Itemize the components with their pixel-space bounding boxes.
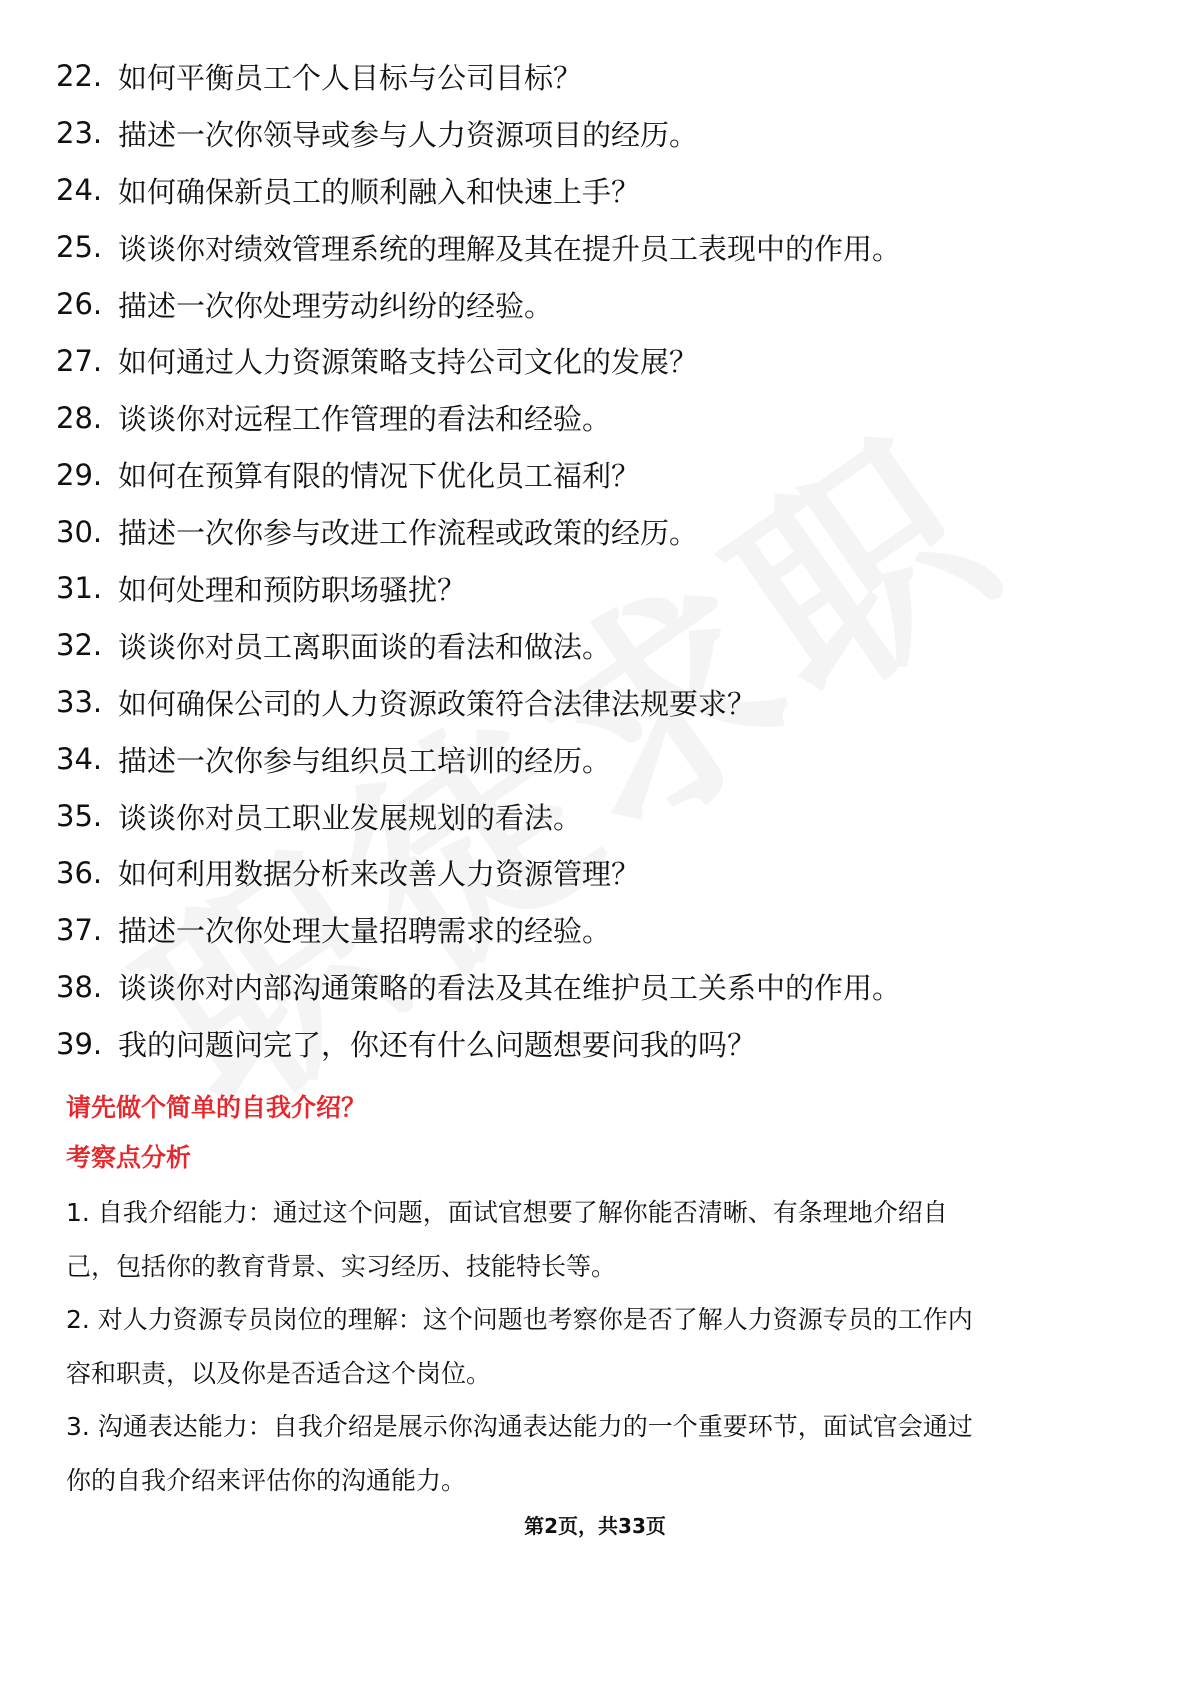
list-item bbox=[56, 901, 1146, 958]
list-item bbox=[56, 503, 1146, 560]
list-item bbox=[56, 560, 1146, 617]
analysis-point-line: 1. 自我介绍能力：通过这个问题，面试官想要了解你能否清晰、有条理地介绍自 bbox=[66, 1198, 948, 1227]
question-text: 描述一次你参与改进工作流程或政策的经历。 bbox=[118, 516, 699, 551]
analysis-point-line: 3. 沟通表达能力：自我介绍是展示你沟通表达能力的一个重要环节，面试官会通过 bbox=[66, 1412, 973, 1441]
question-text: 如何平衡员工个人目标与公司目标？ bbox=[118, 60, 583, 95]
analysis-point bbox=[66, 1186, 1136, 1293]
list-item bbox=[56, 731, 1146, 788]
answer-section bbox=[66, 1086, 1136, 1507]
list-item bbox=[56, 162, 1146, 219]
question-number: 24. bbox=[56, 173, 103, 208]
list-item bbox=[56, 844, 1146, 901]
question-list bbox=[56, 48, 1146, 1072]
question-text: 描述一次你领导或参与人力资源项目的经历。 bbox=[118, 117, 699, 152]
analysis-point-line: 你的自我介绍来评估你的沟通能力。 bbox=[66, 1465, 467, 1495]
list-item bbox=[56, 48, 1146, 105]
analysis-point-line: 己，包括你的教育背景、实习经历、技能特长等。 bbox=[66, 1251, 617, 1281]
question-number: 31. bbox=[56, 571, 103, 606]
question-number: 27. bbox=[56, 343, 103, 378]
question-number: 39. bbox=[56, 1026, 103, 1061]
question-number: 38. bbox=[56, 969, 103, 1004]
page-number: 第2页，共33页 bbox=[524, 1514, 666, 1538]
analysis-points bbox=[66, 1186, 1136, 1507]
analysis-title-row bbox=[66, 1128, 1136, 1186]
question-text: 如何确保公司的人力资源政策符合法律法规要求？ bbox=[118, 686, 757, 721]
question-number: 32. bbox=[56, 628, 103, 663]
question-text: 如何处理和预防职场骚扰？ bbox=[118, 572, 467, 607]
list-item bbox=[56, 788, 1146, 845]
section-title: 请先做个简单的自我介绍？ bbox=[66, 1092, 367, 1122]
question-number: 25. bbox=[56, 230, 103, 265]
question-number: 36. bbox=[56, 855, 103, 890]
question-text: 描述一次你参与组织员工培训的经历。 bbox=[118, 743, 612, 778]
question-number: 23. bbox=[56, 116, 103, 151]
question-number: 30. bbox=[56, 514, 103, 549]
analysis-point bbox=[66, 1293, 1136, 1400]
question-number: 29. bbox=[56, 457, 103, 492]
question-text: 我的问题问完了，你还有什么问题想要问我的吗？ bbox=[118, 1028, 757, 1063]
question-text: 谈谈你对员工职业发展规划的看法。 bbox=[118, 800, 583, 835]
question-text: 谈谈你对员工离职面谈的看法和做法。 bbox=[118, 629, 612, 664]
question-text: 谈谈你对绩效管理系统的理解及其在提升员工表现中的作用。 bbox=[118, 231, 902, 266]
analysis-point bbox=[66, 1400, 1136, 1507]
list-item bbox=[56, 446, 1146, 503]
analysis-title: 考察点分析 bbox=[66, 1142, 192, 1172]
list-item bbox=[56, 332, 1146, 389]
question-text: 谈谈你对内部沟通策略的看法及其在维护员工关系中的作用。 bbox=[118, 971, 902, 1006]
analysis-point-line: 容和职责，以及你是否适合这个岗位。 bbox=[66, 1358, 492, 1388]
question-text: 描述一次你处理大量招聘需求的经验。 bbox=[118, 914, 612, 949]
question-text: 谈谈你对远程工作管理的看法和经验。 bbox=[118, 402, 612, 437]
question-number: 28. bbox=[56, 400, 103, 435]
list-item bbox=[56, 219, 1146, 276]
question-text: 如何确保新员工的顺利融入和快速上手？ bbox=[118, 174, 641, 209]
list-item bbox=[56, 1015, 1146, 1072]
question-number: 37. bbox=[56, 912, 103, 947]
analysis-point-line: 2. 对人力资源专员岗位的理解：这个问题也考察你是否了解人力资源专员的工作内 bbox=[66, 1305, 973, 1334]
question-text: 如何通过人力资源策略支持公司文化的发展？ bbox=[118, 345, 699, 380]
question-text: 如何利用数据分析来改善人力资源管理？ bbox=[118, 857, 641, 892]
question-text: 如何在预算有限的情况下优化员工福利？ bbox=[118, 459, 641, 494]
question-number: 26. bbox=[56, 287, 103, 321]
list-item bbox=[56, 276, 1146, 333]
section-title-row bbox=[66, 1086, 1136, 1128]
question-number: 34. bbox=[56, 742, 103, 777]
list-item bbox=[56, 958, 1146, 1015]
list-item bbox=[56, 389, 1146, 446]
list-item bbox=[56, 674, 1146, 731]
list-item bbox=[56, 617, 1146, 674]
question-number: 33. bbox=[56, 685, 103, 720]
question-text: 描述一次你处理劳动纠纷的经验。 bbox=[118, 288, 554, 323]
question-number: 35. bbox=[56, 799, 103, 834]
list-item bbox=[56, 105, 1146, 162]
question-number: 22. bbox=[56, 59, 103, 94]
